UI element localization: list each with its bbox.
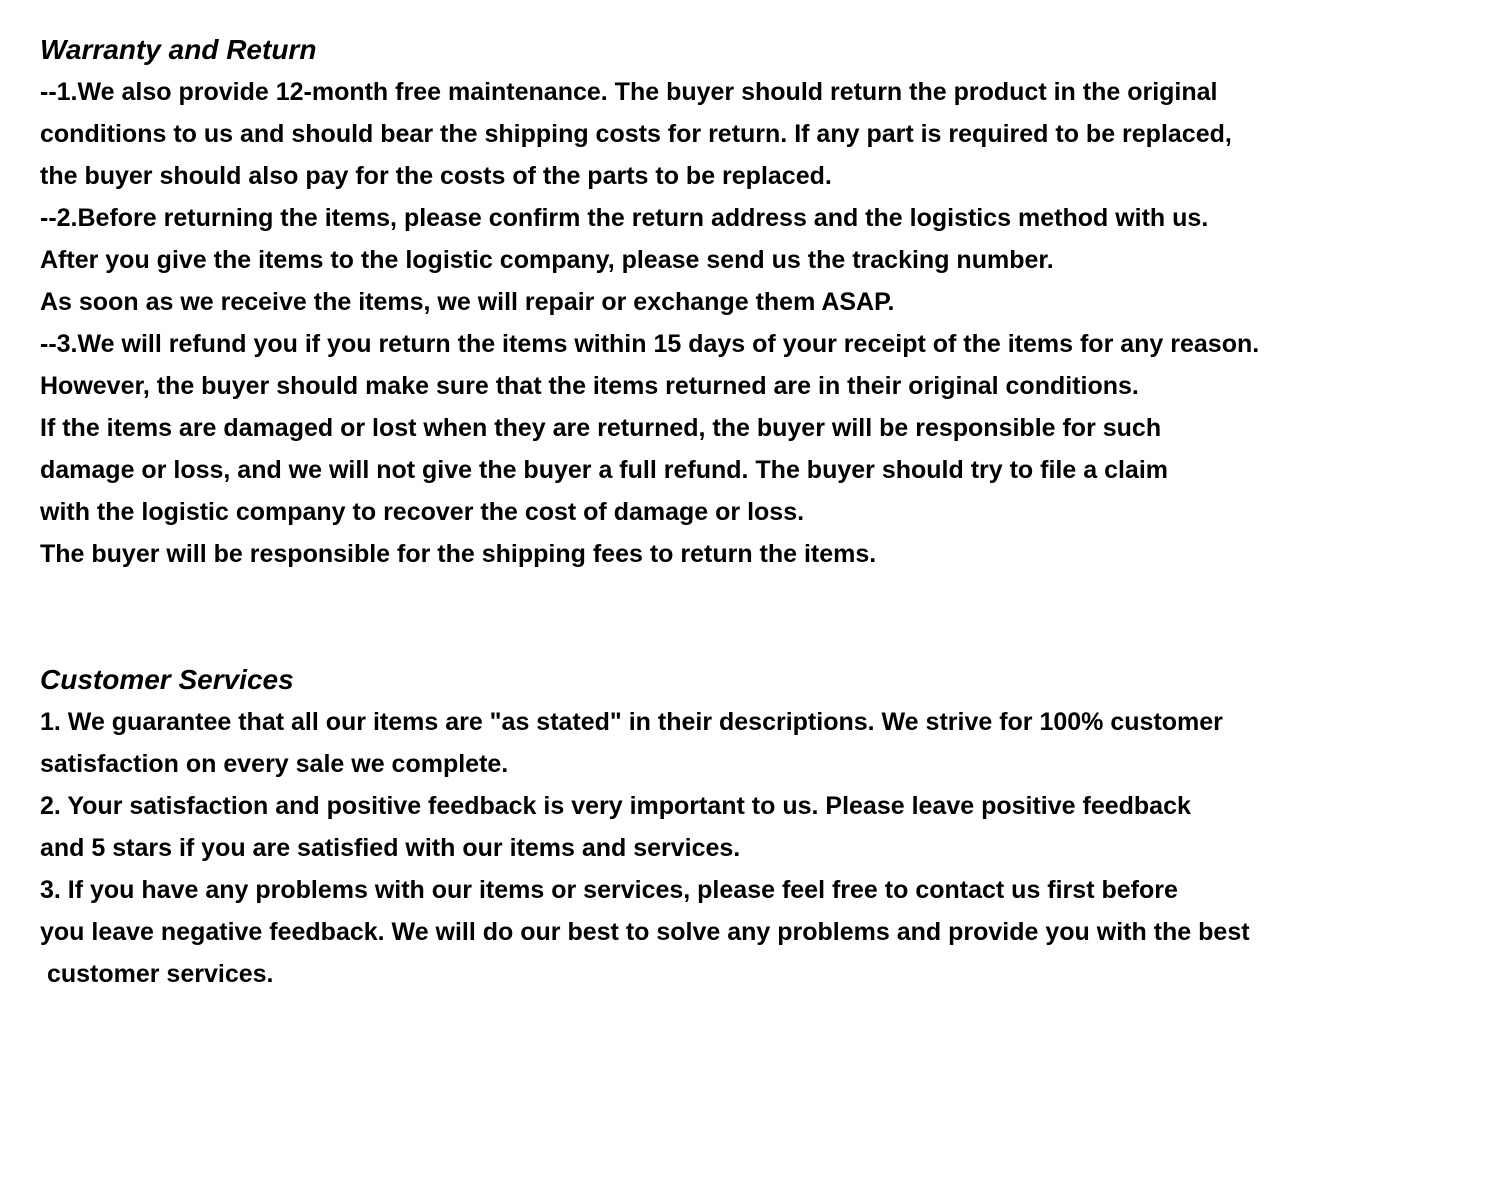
services-line: 2. Your satisfaction and positive feedback is very important to us. Please leave positive feedback <box>40 792 1191 820</box>
warranty-line: However, the buyer should make sure that the items returned are in their original conditions. <box>40 372 1139 400</box>
warranty-line: with the logistic company to recover the cost of damage or loss. <box>40 498 805 526</box>
services-line: 3. If you have any problems with our items or services, please feel free to contact us first before <box>40 876 1178 904</box>
warranty-line: damage or loss, and we will not give the buyer a full refund. The buyer should try to file a claim <box>40 456 1168 484</box>
customer-services-heading: Customer Services <box>40 664 294 695</box>
warranty-line: After you give the items to the logistic company, please send us the tracking number. <box>40 246 1054 274</box>
warranty-section <box>40 29 1480 575</box>
services-line: you leave negative feedback. We will do our best to solve any problems and provide you with the best <box>40 918 1250 946</box>
services-line: satisfaction on every sale we complete. <box>40 750 509 778</box>
warranty-line: the buyer should also pay for the costs of the parts to be replaced. <box>40 162 832 190</box>
warranty-line: --3.We will refund you if you return the items within 15 days of your receipt of the items for any reason. <box>40 330 1260 358</box>
services-line: and 5 stars if you are satisfied with our items and services. <box>40 834 741 862</box>
services-line: 1. We guarantee that all our items are "as stated" in their descriptions. We strive for 100% customer <box>40 708 1223 736</box>
warranty-line: conditions to us and should bear the shipping costs for return. If any part is required to be replaced, <box>40 120 1232 148</box>
warranty-line: --1.We also provide 12-month free maintenance. The buyer should return the product in the original <box>40 78 1218 106</box>
warranty-line: The buyer will be responsible for the shipping fees to return the items. <box>40 540 877 568</box>
warranty-line: As soon as we receive the items, we will repair or exchange them ASAP. <box>40 288 895 316</box>
warranty-heading: Warranty and Return <box>40 34 317 65</box>
services-line: customer services. <box>40 960 274 988</box>
warranty-line: --2.Before returning the items, please confirm the return address and the logistics method with us. <box>40 204 1209 232</box>
warranty-line: If the items are damaged or lost when they are returned, the buyer will be responsible for such <box>40 414 1162 442</box>
customer-services-section <box>40 659 1480 995</box>
